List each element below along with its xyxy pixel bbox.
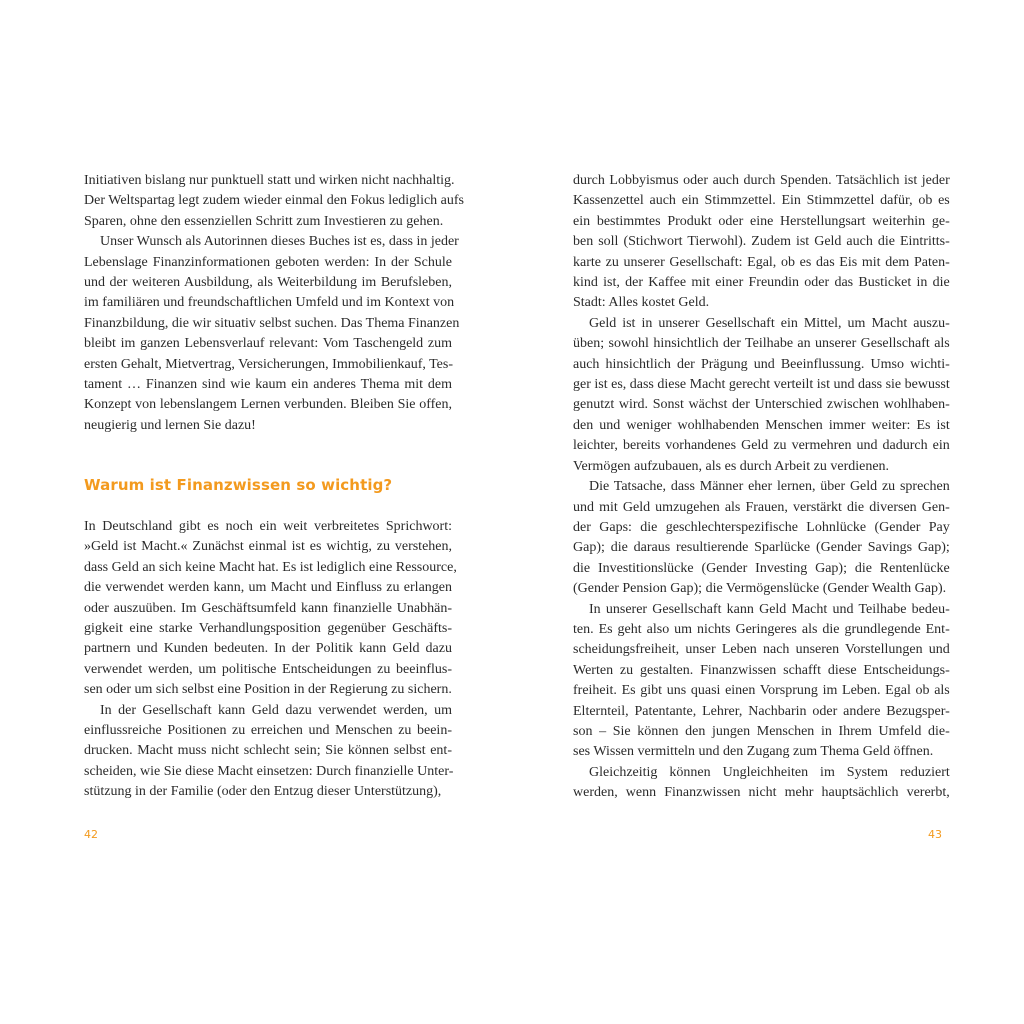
text-line: Sparen, ohne den essenziellen Schritt zum Investieren zu gehen.	[84, 213, 444, 229]
text-line: drucken. Macht muss nicht schlecht sein; Sie können selbst ent-	[84, 743, 452, 759]
left-text-block-1	[84, 171, 465, 436]
text-line: Gleichzeitig können Ungleichheiten im System reduziert	[589, 764, 950, 780]
text-line: üben; sowohl hinsichtlich der Teilhabe an unserer Gesellschaft als	[573, 336, 950, 352]
text-line: scheiden, wie Sie diese Macht einsetzen: Durch finanzielle Unter-	[84, 763, 454, 779]
text-line: auch hinsichtlich der Prägung und Beeinflussung. Umso wichti-	[573, 356, 950, 372]
text-line: son – Sie können den jungen Menschen in Ihrem Umfeld die-	[573, 723, 950, 739]
text-line: gigkeit eine starke Verhandlungsposition gegenüber Geschäfts-	[84, 621, 452, 637]
text-line: ses Wissen vermitteln und den Zugang zum Thema Geld öffnen.	[573, 744, 934, 760]
text-line: Konzept von lebenslangem Lernen verbunden. Bleiben Sie offen,	[84, 397, 452, 413]
text-line: dass Geld an sich keine Macht hat. Es ist lediglich eine Ressource,	[84, 559, 457, 575]
text-line: ger ist es, dass diese Macht gerecht verteilt ist und dass sie bewusst	[573, 377, 950, 393]
left-text-block-2	[84, 517, 457, 803]
text-line: der Gaps: die geschlechterspezifische Lohnlücke (Gender Pay	[573, 519, 950, 535]
section-heading: Warum ist Finanzwissen so wichtig?	[84, 476, 393, 494]
text-line: In unserer Gesellschaft kann Geld Macht und Teilhabe bedeu-	[589, 601, 950, 617]
text-line: Die Tatsache, dass Männer eher lernen, über Geld zu sprechen	[589, 479, 950, 495]
text-line: stützung in der Familie (oder den Entzug dieser Unterstützung),	[84, 784, 442, 800]
text-line: den und weniger wohlhabenden Menschen immer weiter: Es ist	[573, 417, 950, 433]
text-line: Kassenzettel auch ein Stimmzettel. Ein Stimmzettel dafür, ob es	[573, 193, 950, 209]
text-line: In Deutschland gibt es noch ein weit verbreitetes Sprichwort:	[84, 519, 452, 534]
text-line: partnern und Kunden bedeuten. In der Politik kann Geld dazu	[84, 641, 452, 657]
text-line: ein bestimmtes Produkt oder eine Herstellungsart weiterhin ge-	[573, 213, 950, 229]
text-line: neugierig und lernen Sie dazu!	[84, 417, 256, 433]
text-line: die Investitionslücke (Gender Investing Gap); die Rentenlücke	[573, 560, 950, 576]
text-line: ersten Gehalt, Mietvertrag, Versicherungen, Immobilienkauf, Tes-	[84, 356, 453, 372]
text-line: Initiativen bislang nur punktuell statt und wirken nicht nachhaltig.	[84, 173, 455, 188]
page-number-left: 42	[84, 828, 98, 841]
text-line: scheidungsfreiheit, unser Leben nach unseren Vorstellungen und	[573, 642, 950, 658]
text-line: freiheit. Es gibt uns quasi einen Vorsprung im Leben. Egal ob als	[573, 683, 950, 699]
text-line: tament … Finanzen sind wie kaum ein anderes Thema mit dem	[84, 377, 452, 393]
text-line: genutzt wird. Sonst wächst der Unterschied zwischen wohlhaben-	[573, 397, 950, 413]
text-line: oder auszuüben. Im Geschäftsumfeld kann finanzielle Unabhän-	[84, 600, 452, 616]
page-number-right: 43	[928, 828, 942, 841]
text-line: bleibt im ganzen Lebensverlauf relevant: Vom Taschengeld zum	[84, 336, 452, 352]
text-line: werden, wenn Finanzwissen nicht mehr hauptsächlich vererbt,	[573, 785, 950, 801]
text-line: sen oder um sich selbst eine Position in der Regierung zu sichern.	[84, 682, 452, 698]
text-line: und mit Geld umzugehen als Frauen, verstärkt die diversen Gen-	[573, 499, 950, 515]
text-line: Gap); die daraus resultierende Sparlücke (Gender Savings Gap);	[573, 540, 950, 556]
text-line: verwendet werden, um politische Entscheidungen zu beeinflus-	[84, 661, 452, 677]
text-line: Werten zu gestalten. Finanzwissen schafft diese Entscheidungs-	[573, 662, 950, 678]
text-line: Vermögen aufzubauen, als es durch Arbeit zu verdienen.	[573, 458, 890, 474]
text-line: ben soll (Stichwort Tierwohl). Zudem ist Geld auch die Eintritts-	[573, 234, 950, 250]
text-line: Unser Wunsch als Autorinnen dieses Buches ist es, dass in jeder	[100, 234, 459, 250]
text-line: Lebenslage Finanzinformationen geboten werden: In der Schule	[84, 254, 452, 270]
text-line: Geld ist in unserer Gesellschaft ein Mittel, um Macht auszu-	[589, 315, 950, 331]
text-line: Stadt: Alles kostet Geld.	[573, 295, 710, 311]
text-line: im familiären und freundschaftlichen Umfeld und im Kontext von	[84, 295, 455, 311]
text-line: Elternteil, Patentante, Lehrer, Nachbarin oder andere Bezugsper-	[573, 703, 950, 719]
text-line: Finanzbildung, die wir situativ selbst suchen. Das Thema Finanzen	[84, 315, 460, 331]
text-line: und der weiteren Ausbildung, als Weiterbildung im Berufsleben,	[84, 275, 452, 291]
text-line: ten. Es geht also um nichts Geringeres als die grundlegende Ent-	[573, 621, 950, 637]
text-line: die verwendet werden kann, um Macht und Einfluss zu erlangen	[84, 580, 452, 596]
text-line: kind ist, der Kaffee mit einer Freundin oder das Busticket in die	[573, 275, 950, 291]
text-line: In der Gesellschaft kann Geld dazu verwendet werden, um	[100, 702, 452, 718]
text-line: leichter, bereits vorhandenes Geld zu vermehren und dadurch ein	[573, 438, 950, 454]
text-line: karte zu unserer Gesellschaft: Egal, ob es das Eis mit dem Paten-	[573, 254, 950, 270]
text-line: (Gender Pension Gap); die Vermögenslücke (Gender Wealth Gap).	[573, 581, 947, 597]
right-text-block	[573, 171, 950, 804]
text-line: »Geld ist Macht.« Zunächst einmal ist es wichtig, zu verstehen,	[84, 539, 452, 555]
text-line: einflussreiche Positionen zu erreichen und Menschen zu beein-	[84, 723, 452, 739]
text-line: durch Lobbyismus oder auch durch Spenden. Tatsächlich ist jeder	[573, 173, 950, 188]
text-line: Der Weltspartag legt zudem wieder einmal den Fokus lediglich aufs	[84, 193, 465, 209]
